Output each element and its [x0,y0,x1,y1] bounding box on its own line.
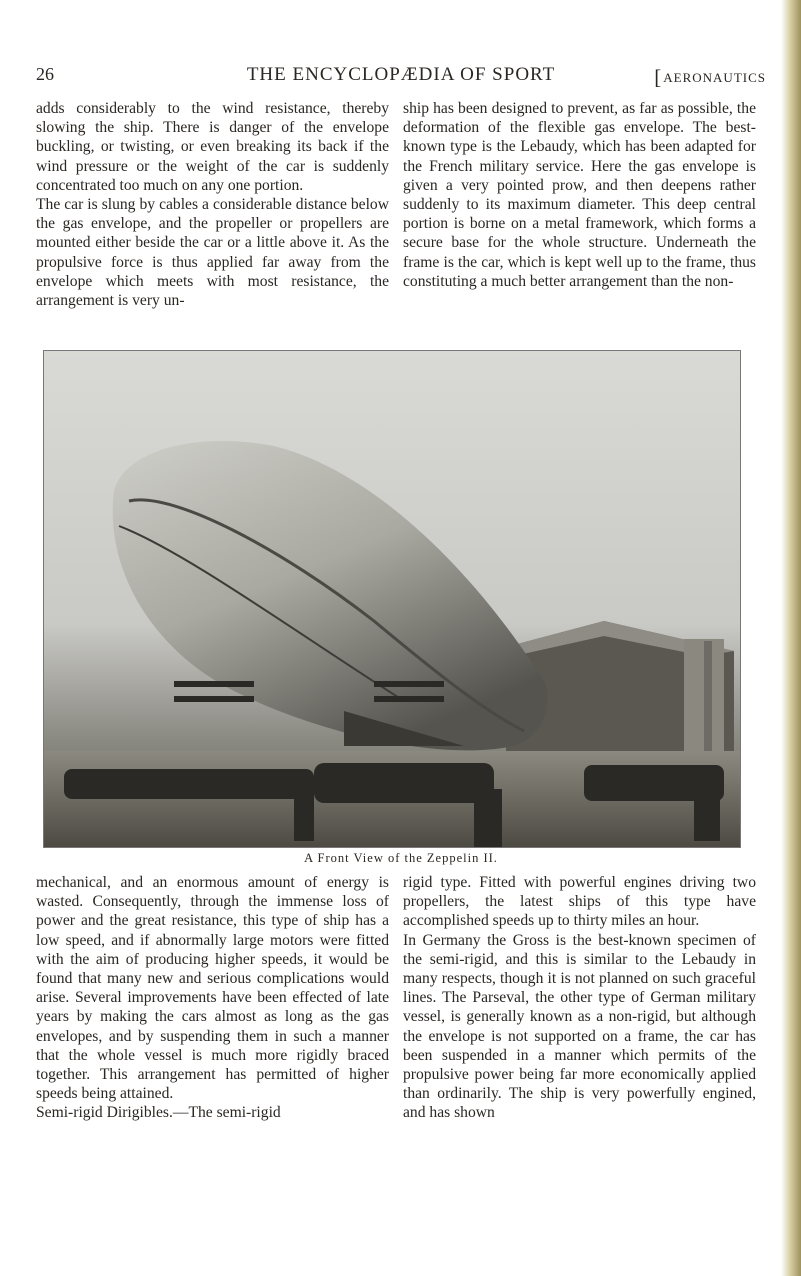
paragraph: ship has been designed to prevent, as far as possible, the deformation of the flexible gas envelope. The best-known type is the Lebaudy, which has been adapted for the French military service. Here the gas envelope is given a very pointed prow, and then deepens rather suddenly to its maximum diameter. This deep central portion is borne on a metal framework, which forms a secure base for the whole structure. Underneath the frame is the car, which is kept well up to the frame, thus constituting a much better arrangement than the non- [403,100,756,290]
zeppelin-photograph [43,350,741,848]
column-bottom-right [403,873,756,1123]
paragraph: In Germany the Gross is the best-known specimen of the semi-rigid, and this is similar to the Lebaudy in many respects, though it is not planned on such graceful lines. The Parseval, the other type of German military vessel, is generally known as a non-rigid, but although the envelope is not supported on a frame, the car has been suspended in a manner which permits of the propulsive power being far more economically applied than ordinarily. The ship is very powerfully engined, and has shown [403,931,756,1122]
column-bottom-left [36,873,389,1123]
section-label: AERONAUTICS [663,70,766,85]
running-title: THE ENCYCLOPÆDIA OF SPORT [246,64,556,85]
paragraph: Semi-rigid Dirigibles.—The semi-rigid [36,1104,281,1122]
column-top-right [403,99,756,291]
paragraph: adds considerably to the wind resistance, thereby slowing the ship. There is danger of the envelope buckling, or twisting, or even breaking its back if the wind pressure or the weight of the car is suddenly concentrated too much on any one portion. [36,100,389,194]
section-tag [654,65,766,90]
page-number: 26 [36,64,54,84]
airship-hull [113,441,548,750]
figure-caption: A Front View of the Zeppelin II. [304,851,498,865]
page-edge-shadow [781,0,801,1276]
zeppelin-illustration [44,351,740,847]
column-top-left [36,99,389,310]
paragraph: The car is slung by cables a considerable distance below the gas envelope, and the propeller or propellers are mounted either beside the car or a little above it. As the propulsive force is thus applied far away from the envelope which meets with most resistance, the arrangement is very un- [36,196,389,310]
paragraph: mechanical, and an enormous amount of energy is wasted. Consequently, through the immense loss of power and the great resistance, this type of ship has a low speed, and if abnormally large motors were fitted with the aim of producing higher speeds, it would be found that many new and serious complications would arise. Several improvements have been effected of late years by making the cars almost as long as the gas envelopes, and by suspending them in such a manner that the whole vessel is much more rigidly braced together. This arrangement has permitted of higher speeds being attained. [36,874,389,1103]
paragraph: rigid type. Fitted with powerful engines driving two propellers, the latest ships of this type have accomplished speeds up to thirty miles an hour. [403,874,756,930]
page-header [36,64,766,88]
section-bracket: [ [654,65,663,89]
